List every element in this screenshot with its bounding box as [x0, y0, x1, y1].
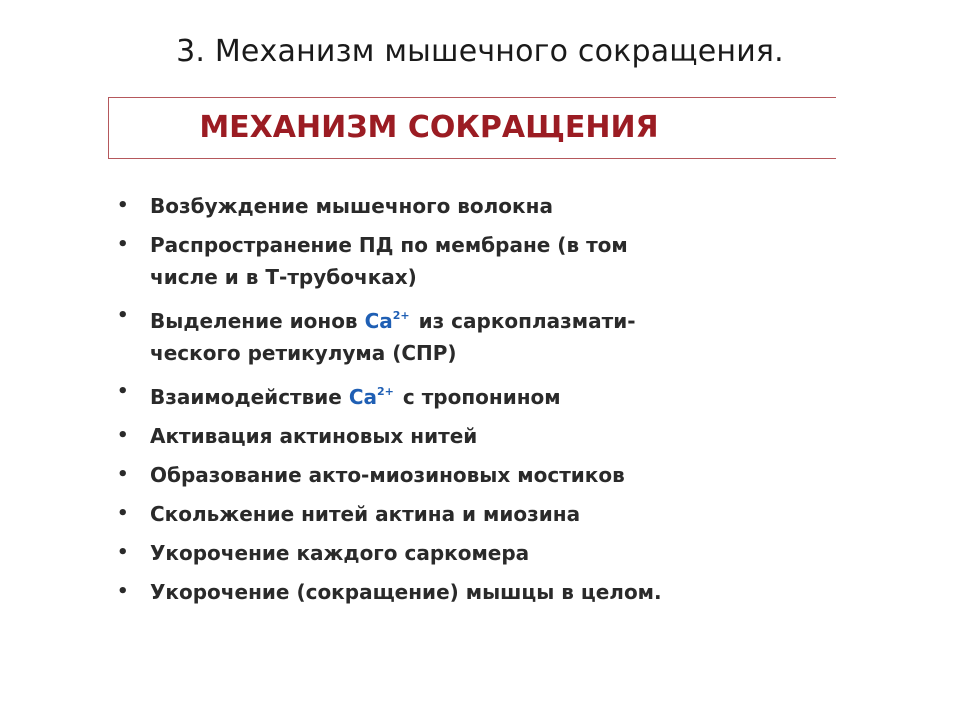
- list-item: [117, 537, 837, 569]
- bullet-icon: •: [117, 234, 129, 255]
- list-item: [117, 229, 837, 293]
- list-item: [117, 459, 837, 491]
- list-item: [117, 576, 837, 608]
- calcium-ion-charge: 2+: [377, 385, 394, 398]
- list-item-text: Укорочение каждого саркомера: [150, 541, 530, 565]
- list-item-text-after: с тропонином: [395, 385, 561, 409]
- list-item: [117, 300, 837, 369]
- calcium-ion-symbol: Ca: [348, 385, 378, 409]
- calcium-ion-symbol: Ca: [364, 309, 393, 333]
- bullet-icon: •: [117, 581, 129, 602]
- bullet-icon: •: [117, 542, 129, 563]
- list-item: [117, 376, 837, 413]
- bullet-icon: •: [117, 381, 129, 402]
- slide-title: 3. Механизм мышечного сокращения.: [176, 34, 784, 69]
- bullet-icon: •: [117, 195, 129, 216]
- bullet-icon: •: [117, 464, 129, 485]
- list-item: [117, 498, 837, 530]
- list-item-text-line2: ческого ретикулума (СПР): [150, 341, 457, 365]
- list-item: [117, 190, 837, 222]
- list-item: [117, 420, 837, 452]
- list-item-text-before: Выделение ионов: [150, 309, 365, 333]
- banner-box: [108, 97, 836, 159]
- list-item-text: Образование акто-миозиновых мостиков: [150, 463, 625, 487]
- list-item-text: Укорочение (сокращение) мышцы в целом.: [150, 580, 662, 604]
- bullet-icon: •: [117, 305, 129, 326]
- list-item-text-line1: Распространение ПД по мембране (в том: [150, 233, 628, 257]
- list-item-text: Скольжение нитей актина и миозина: [150, 502, 581, 526]
- list-item-text: Активация актиновых нитей: [150, 424, 478, 448]
- list-item-text-after: из саркоплазмати-: [411, 309, 636, 333]
- list-item-text-before: Взаимодействие: [150, 385, 349, 409]
- bullet-icon: •: [117, 503, 129, 524]
- banner-heading: МЕХАНИЗМ СОКРАЩЕНИЯ: [199, 110, 659, 145]
- bullet-icon: •: [117, 425, 129, 446]
- list-item-text: Возбуждение мышечного волокна: [150, 194, 553, 218]
- mechanism-steps-list: [117, 190, 837, 615]
- calcium-ion-charge: 2+: [392, 309, 410, 322]
- list-item-text-line2: числе и в Т-трубочках): [150, 265, 417, 289]
